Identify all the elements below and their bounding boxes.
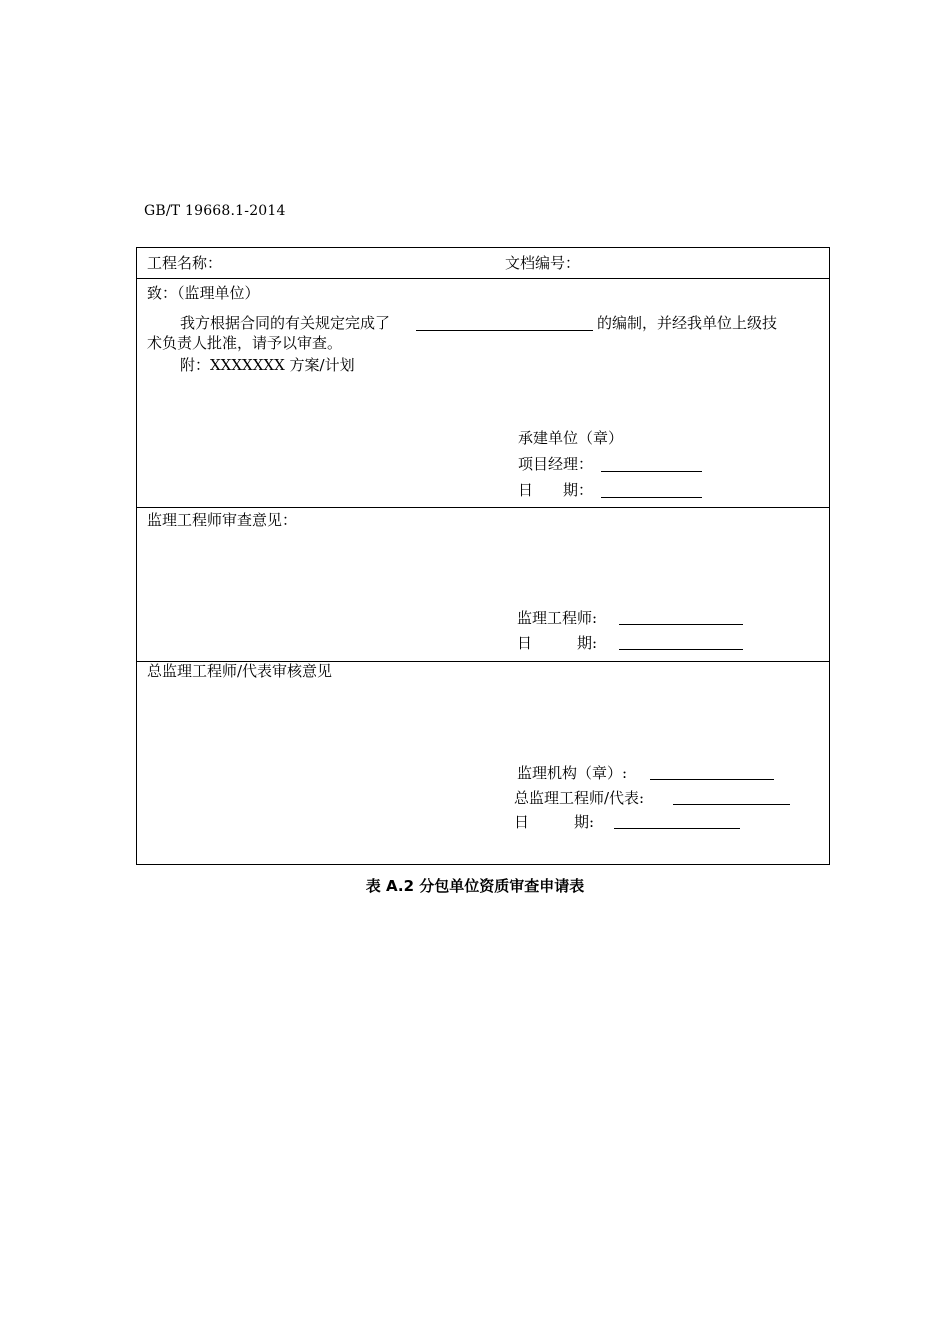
chief-review-section [137,661,829,864]
chief-signature-label: 总监理工程师/代表: [514,789,645,807]
project-name-label: 工程名称： [147,254,223,272]
company-seal-label: 承建单位（章） [518,429,624,447]
engineer-signature-blank-line [619,624,743,625]
contractor-date-blank-line [601,497,702,498]
to-supervisor-label: 致：（监理单位） [147,284,260,302]
agency-seal-label: 监理机构（章）: [517,764,628,782]
engineer-date-label: 日 期: [517,634,598,652]
project-manager-label: 项目经理： [518,455,594,473]
chief-date-label: 日 期: [514,813,595,831]
chief-signature-blank-line [673,804,790,805]
engineer-date-blank-line [619,649,743,650]
contractor-date-label: 日 期： [518,481,594,499]
form-header-row [137,248,829,278]
engineer-signature-label: 监理工程师: [517,609,598,627]
engineer-review-section [137,507,829,661]
engineer-review-title: 监理工程师审查意见： [147,511,298,529]
chief-review-title: 总监理工程师/代表审核意见 [147,662,333,680]
agency-seal-blank-line [650,779,774,780]
body-text-part2: 的编制，并经我单位上级技 [597,314,778,332]
contractor-section [137,278,829,507]
table-caption: 表 A.2 分包单位资质审查申请表 [365,877,585,895]
project-manager-blank-line [601,471,702,472]
body-text-line2: 术负责人批准，请予以审查。 [147,334,343,352]
chief-date-blank-line [614,828,740,829]
body-text-part1: 我方根据合同的有关规定完成了 [180,314,391,332]
standard-code: GB/T 19668.1-2014 [144,203,286,219]
plan-name-blank-line [416,330,593,331]
application-form-table [136,247,830,865]
attachment-text: 附：XXXXXXX 方案/计划 [180,356,355,374]
doc-number-label: 文档编号： [505,254,581,272]
